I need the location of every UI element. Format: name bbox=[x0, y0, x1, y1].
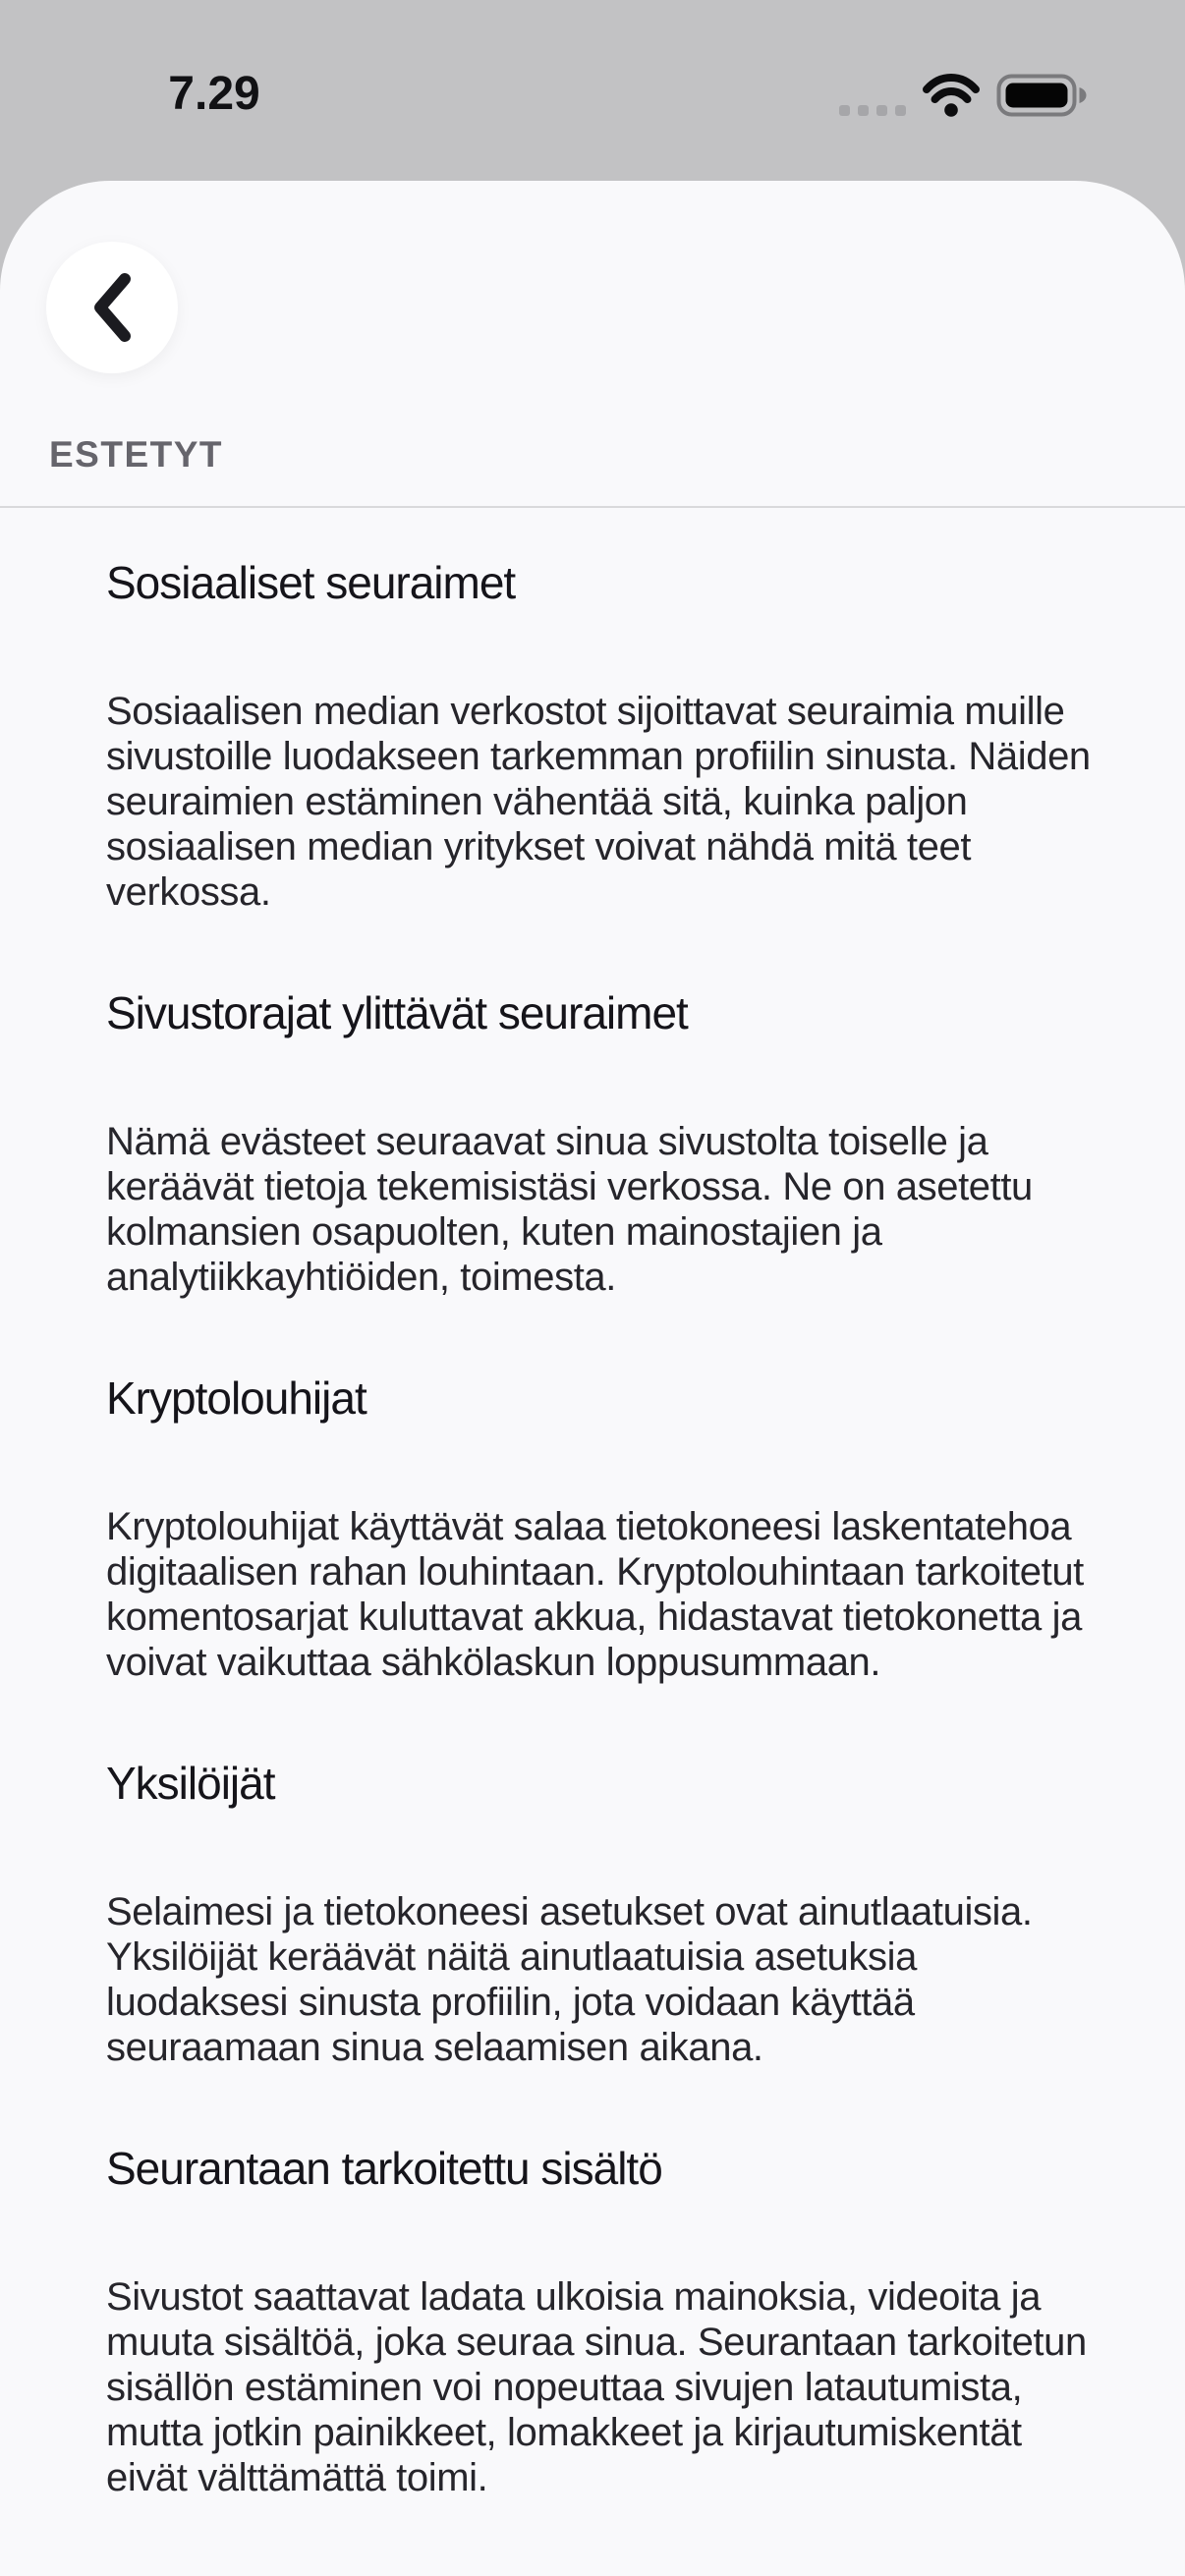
wifi-icon bbox=[923, 74, 980, 117]
status-icons bbox=[839, 0, 1087, 181]
status-time: 7.29 bbox=[168, 67, 260, 120]
section-description: Kryptolouhijat käyttävät salaa tietokoneesi laskentatehoa digitaalisen rahan louhintaan. Kryptolouhintaan tarkoitetut komentosarjat kuluttavat akkua, hidastavat tietokonetta ja voivat vaikuttaa sähkölaskun loppusummaan. bbox=[106, 1505, 1084, 1684]
tracker-section-tracking-content bbox=[106, 2141, 1099, 2500]
section-title: Seurantaan tarkoitettu sisältö bbox=[106, 2143, 662, 2194]
page-title: ESTETYT bbox=[49, 434, 224, 475]
chevron-left-icon bbox=[92, 272, 132, 343]
section-description: Sivustot saattavat ladata ulkoisia mainoksia, videoita ja muuta sisältöä, joka seuraa sinua. Seurantaan tarkoitetun sisällön estäminen voi nopeuttaa sivujen latautumista, mutta jotkin painikkeet, lomakkeet ja kirjautumiskentät eivät välttämättä toimi. bbox=[106, 2275, 1087, 2499]
section-title: Kryptolouhijat bbox=[106, 1372, 367, 1424]
sheet-card bbox=[0, 181, 1185, 2576]
section-description: Sosiaalisen median verkostot sijoittavat seuraimia muille sivustoille luodakseen tarkemman profiilin sinusta. Näiden seuraimien estäminen vähentää sitä, kuinka paljon sosiaalisen median yritykset voivat nähdä mitä teet verkossa. bbox=[106, 690, 1091, 914]
cellular-no-signal-icon bbox=[839, 73, 906, 118]
tracker-section-fingerprinters bbox=[106, 1756, 1099, 2070]
section-title: Sivustorajat ylittävät seuraimet bbox=[106, 987, 688, 1038]
tracker-section-social bbox=[106, 555, 1099, 915]
tracker-section-cross-site bbox=[106, 985, 1099, 1300]
tracker-info-list bbox=[106, 508, 1099, 2500]
tracker-section-cryptominers bbox=[106, 1371, 1099, 1685]
battery-full-icon bbox=[996, 74, 1087, 117]
section-title: Yksilöijät bbox=[106, 1758, 275, 1809]
back-button[interactable] bbox=[46, 242, 178, 373]
section-description: Nämä evästeet seuraavat sinua sivustolta toiselle ja keräävät tietoja tekemisistäsi verkossa. Ne on asetettu kolmansien osapuolten, kuten mainostajien ja analytiikkayhtiöiden, toimesta. bbox=[106, 1120, 1033, 1299]
section-description: Selaimesi ja tietokoneesi asetukset ovat ainutlaatuisia. Yksilöijät keräävät näitä ainutlaatuisia asetuksia luodaksesi sinusta profiilin, jota voidaan käyttää seuraamaan sinua selaamisen aikana. bbox=[106, 1890, 1033, 2069]
section-title: Sosiaaliset seuraimet bbox=[106, 557, 516, 608]
status-bar bbox=[0, 0, 1185, 181]
